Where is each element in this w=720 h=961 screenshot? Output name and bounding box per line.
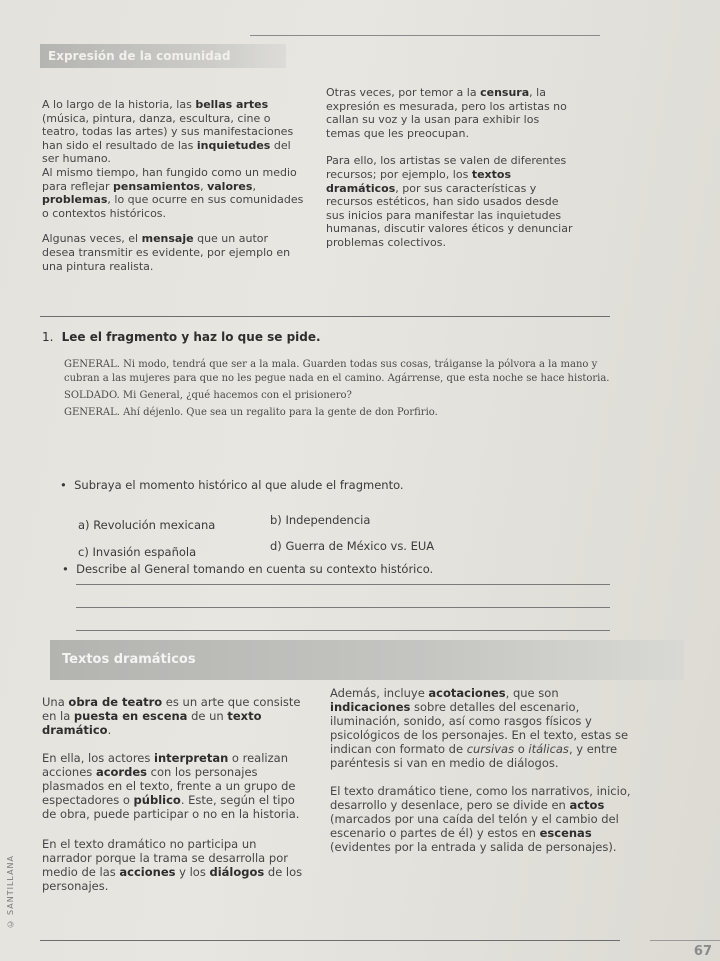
bold-term: inquietudes xyxy=(196,138,271,152)
instruction-describe xyxy=(62,562,433,576)
text: o realizan acciones xyxy=(42,751,288,779)
text: de los personajes. xyxy=(42,865,303,893)
text: (música, pintura, danza, escultura, cine o teatro, todas las artes) y sus manifestaciones han sido el resultado de las xyxy=(42,111,294,152)
bold-term: puesta en escena xyxy=(73,709,188,723)
text: , xyxy=(200,179,208,193)
text: , que son xyxy=(505,686,559,700)
text: o xyxy=(514,742,529,756)
text: , xyxy=(252,179,256,193)
text: que un autor desea transmitir es evidente, por ejemplo en una pintura realista. xyxy=(42,232,291,273)
section-banner-expresion xyxy=(40,44,286,68)
paragraph xyxy=(326,154,576,249)
bold-term: acciones xyxy=(119,865,176,879)
option-c[interactable]: c) Invasión española xyxy=(78,545,197,559)
text: , y entre paréntesis si van en medio de diálogos. xyxy=(330,742,618,770)
bold-term: valores xyxy=(207,179,253,193)
bold-term: actos xyxy=(569,798,605,812)
section-banner-label: Expresión de la comunidad xyxy=(48,49,231,63)
paragraph xyxy=(326,86,576,140)
text: sobre detalles del escenario, iluminación, sonido, así como rasgos físicos y psicológicos de los personajes. En el texto, estas se indican con formato de xyxy=(330,700,629,756)
paragraph xyxy=(42,98,304,166)
text: A lo largo de la historia, las xyxy=(42,98,196,111)
italic-term: cursivas xyxy=(466,742,515,756)
excerpt-line: GENERAL. Ahí déjenlo. Que sea un regalito para la gente de don Porfirio. xyxy=(64,407,438,418)
instruction-underline xyxy=(60,478,404,492)
bold-term: escenas xyxy=(539,826,592,840)
option-b[interactable]: b) Independencia xyxy=(270,513,371,527)
italic-term: itálicas xyxy=(528,742,569,756)
bold-term: interpretan xyxy=(154,751,229,765)
text: es un arte que consiste en la xyxy=(42,695,301,723)
instruction-text: Describe al General tomando en cuenta su contexto histórico. xyxy=(76,562,434,576)
text: El texto dramático tiene, como los narrativos, inicio, desarrollo y desenlace, pero se divide en xyxy=(330,784,631,812)
answer-line[interactable] xyxy=(76,607,610,608)
paragraph xyxy=(42,232,304,273)
option-a[interactable]: a) Revolución mexicana xyxy=(78,518,216,532)
text: En el texto dramático no participa un narrador porque la trama se desarrolla por medio de las xyxy=(42,837,288,879)
text: En ella, los actores xyxy=(42,751,155,765)
text: (evidentes por la entrada y salida de personajes). xyxy=(330,840,617,854)
bold-term: textos dramáticos xyxy=(326,167,511,195)
text: , por sus características y recursos estéticos, han sido usados desde sus inicios para manifestar las inquietudes humanas, discutir valores éticos y denunciar problemas colectivos. xyxy=(326,181,573,249)
text: Además, incluye xyxy=(330,686,429,700)
section2-right-column xyxy=(330,686,640,866)
text: Una xyxy=(42,695,69,709)
paragraph xyxy=(42,695,308,737)
option-d[interactable]: d) Guerra de México vs. EUA xyxy=(270,539,435,553)
bold-term: indicaciones xyxy=(330,700,411,714)
section1-left-column xyxy=(42,98,304,285)
page-number: 67 xyxy=(693,944,712,959)
publisher-mark: © SANTILLANA xyxy=(6,855,15,929)
top-rule xyxy=(250,35,600,36)
section-banner-label: Textos dramáticos xyxy=(62,652,196,667)
text: , la expresión es mesurada, pero los artistas no callan su voz y la usan para exhibir los temas que les preocupan. xyxy=(326,86,567,140)
text: . Este, según el tipo de obra, puede participar o no en la historia. xyxy=(42,793,300,821)
instruction-text: Subraya el momento histórico al que alude el fragmento. xyxy=(74,478,404,492)
question-number: 1. xyxy=(42,330,54,344)
bold-term: público xyxy=(133,793,181,807)
question-1-title xyxy=(42,330,321,344)
text: (marcados por una caída del telón y el cambio del escenario o partes de él) y estos en xyxy=(330,812,619,840)
bold-term: acotaciones xyxy=(428,686,506,700)
paragraph xyxy=(42,166,304,220)
bold-term: acordes xyxy=(95,765,147,779)
bullet-icon: • xyxy=(62,562,77,576)
section-banner-textos xyxy=(50,640,684,680)
answer-line[interactable] xyxy=(76,584,610,585)
paragraph xyxy=(330,784,640,854)
page-bottom-rule xyxy=(40,940,620,941)
paragraph xyxy=(42,751,308,821)
question-text: Lee el fragmento y haz lo que se pide. xyxy=(61,330,321,344)
text: Algunas veces, el xyxy=(42,232,142,246)
bold-term: censura xyxy=(480,86,530,99)
text: . xyxy=(107,723,112,737)
paragraph xyxy=(42,837,308,893)
paragraph xyxy=(330,686,640,770)
text: con los personajes plasmados en el texto, frente a un grupo de espectadores o xyxy=(42,765,296,807)
bold-term: mensaje xyxy=(141,232,194,246)
excerpt-line: SOLDADO. Mi General, ¿qué hacemos con el prisionero? xyxy=(64,390,352,401)
bold-term: texto dramático xyxy=(42,709,262,737)
section1-right-column xyxy=(326,86,576,262)
text: Al mismo tiempo, han fungido como un medio para reflejar xyxy=(42,165,297,193)
dramatic-excerpt xyxy=(64,358,624,423)
bold-term: obra de teatro xyxy=(68,695,163,709)
text: Otras veces, por temor a la xyxy=(326,86,481,99)
bold-term: problemas xyxy=(42,193,108,207)
bullet-icon: • xyxy=(60,478,75,492)
answer-line[interactable] xyxy=(76,630,610,631)
bold-term: bellas artes xyxy=(195,98,269,111)
text: , lo que ocurre en sus comunidades o contextos históricos. xyxy=(42,193,304,220)
bold-term: pensamientos xyxy=(113,179,201,193)
text: y los xyxy=(175,865,210,879)
excerpt-line: GENERAL. Ni modo, tendrá que ser a la mala. Guarden todas sus cosas, tráiganse la pólvora a la mano y cubran a las mujeres para que no les pegue nada en el camino. Agárrense, que esta noche se hace historia. xyxy=(64,359,610,384)
page-bottom-rule-right xyxy=(650,940,720,941)
text: Para ello, los artistas se valen de diferentes recursos; por ejemplo, los xyxy=(326,154,567,181)
section2-left-column xyxy=(42,695,308,905)
bold-term: diálogos xyxy=(209,865,265,879)
section1-bottom-rule xyxy=(40,316,610,317)
text: de un xyxy=(187,709,228,723)
text: del ser humano. xyxy=(42,138,291,166)
